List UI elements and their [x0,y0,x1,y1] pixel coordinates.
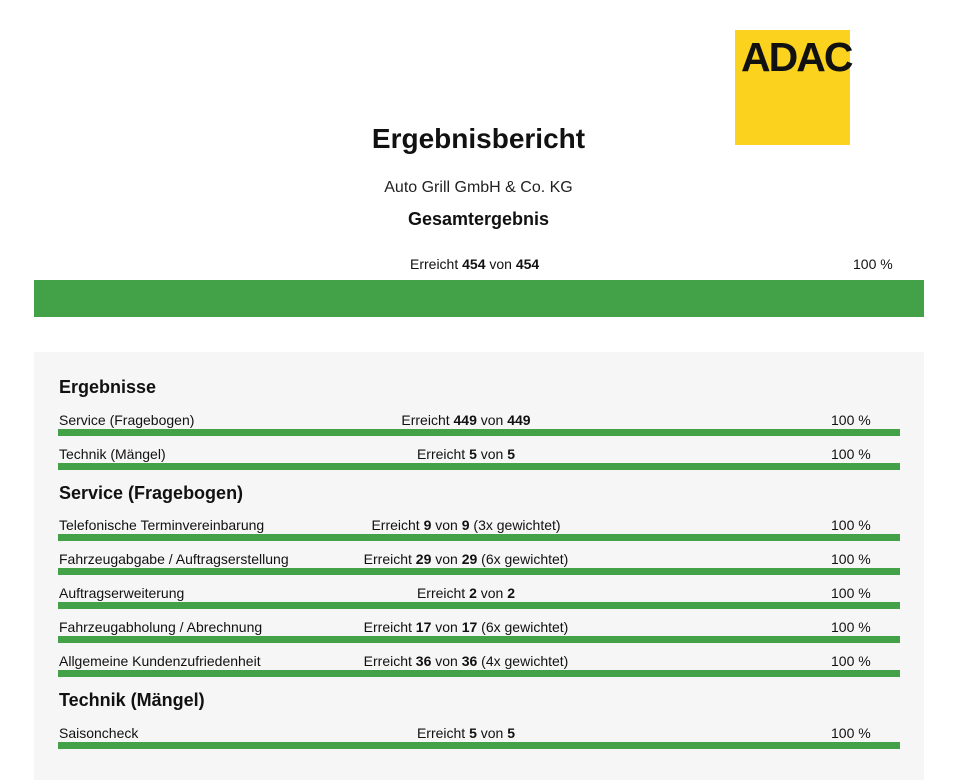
result-row [58,619,900,647]
row-label: Fahrzeugabgabe / Auftragserstellung [59,551,289,567]
overall-percent: 100 % [853,256,893,272]
result-row [58,725,900,753]
result-row [58,653,900,681]
row-score: Erreicht 29 von 29 (6x gewichtet) [363,551,569,567]
row-progress-bar [58,636,900,643]
results-panel [34,352,924,780]
row-percent: 100 % [831,619,871,635]
row-score: Erreicht 2 von 2 [416,585,516,601]
row-percent: 100 % [831,517,871,533]
overall-achieved: 454 [462,256,486,272]
row-progress-bar [58,463,900,470]
row-progress-fill [58,568,900,575]
overall-heading: Gesamtergebnis [407,209,550,229]
row-percent: 100 % [831,412,871,428]
row-percent: 100 % [831,725,871,741]
row-progress-bar [58,670,900,677]
row-progress-fill [58,742,900,749]
section-heading: Ergebnisse [59,377,157,397]
row-percent: 100 % [831,446,871,462]
result-row [58,446,900,474]
overall-score: Erreicht 454 von 454 [410,256,540,272]
row-score: Erreicht 5 von 5 [416,725,516,741]
row-score: Erreicht 9 von 9 (3x gewichtet) [371,517,561,533]
row-progress-fill [58,534,900,541]
row-score: Erreicht 36 von 36 (4x gewichtet) [363,653,569,669]
row-label: Service (Fragebogen) [59,412,195,428]
section-heading: Technik (Mängel) [59,690,205,710]
row-label: Allgemeine Kundenzufriedenheit [59,653,261,669]
company-name: Auto Grill GmbH & Co. KG [384,179,573,196]
row-progress-bar [58,429,900,436]
row-progress-bar [58,568,900,575]
row-score: Erreicht 17 von 17 (6x gewichtet) [363,619,569,635]
row-score: Erreicht 449 von 449 [401,412,531,428]
row-label: Saisoncheck [59,725,139,741]
logo-text: ADAC [741,34,852,80]
row-progress-fill [58,429,900,436]
result-row [58,517,900,545]
row-progress-bar [58,534,900,541]
row-percent: 100 % [831,551,871,567]
result-row [58,551,900,579]
section-heading: Service (Fragebogen) [59,483,244,503]
overall-progress-bar [34,280,924,317]
row-label: Fahrzeugabholung / Abrechnung [59,619,263,635]
row-label: Technik (Mängel) [59,446,166,462]
overall-progress-fill [34,280,924,317]
row-label: Telefonische Terminvereinbarung [59,517,265,533]
row-label: Auftragserweiterung [59,585,185,601]
overall-total: 454 [515,256,540,272]
row-score: Erreicht 5 von 5 [416,446,516,462]
row-percent: 100 % [831,653,871,669]
row-progress-bar [58,602,900,609]
row-progress-fill [58,636,900,643]
row-percent: 100 % [831,585,871,601]
row-progress-fill [58,463,900,470]
result-row [58,585,900,613]
row-progress-fill [58,602,900,609]
row-progress-fill [58,670,900,677]
row-progress-bar [58,742,900,749]
report-title: Ergebnisbericht [371,123,586,154]
result-row [58,412,900,440]
